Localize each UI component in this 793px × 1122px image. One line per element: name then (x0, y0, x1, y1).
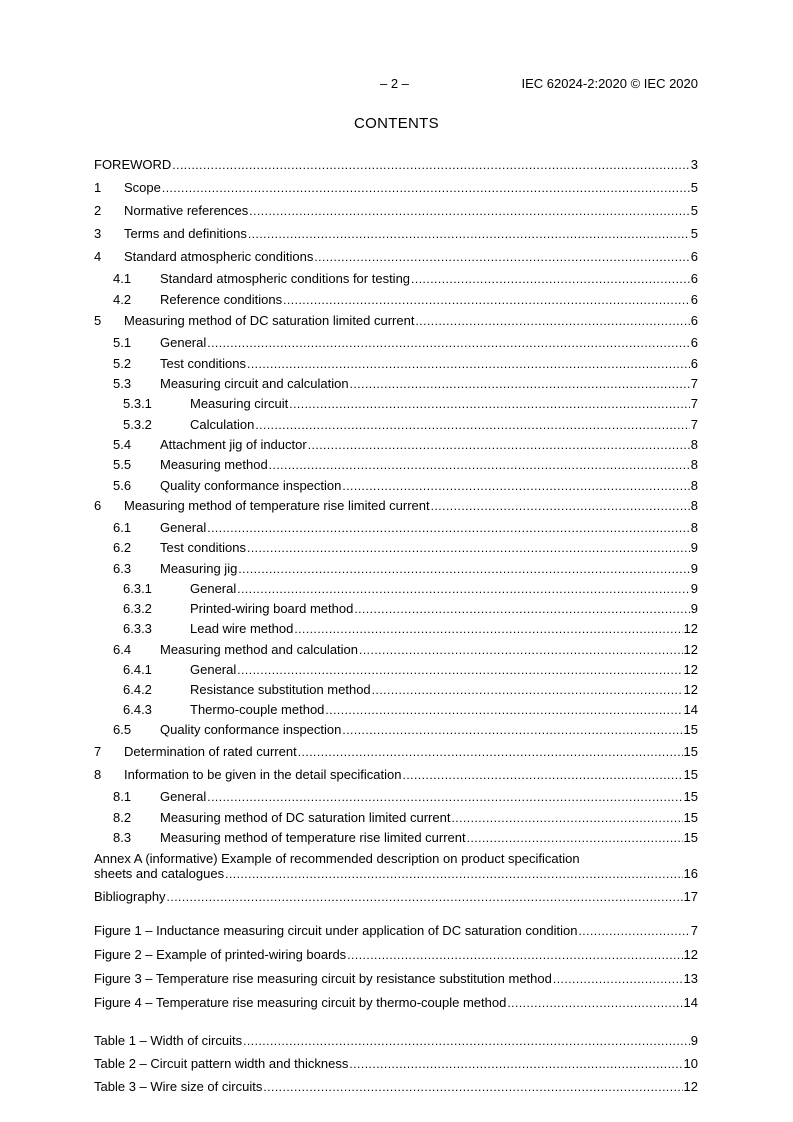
table-of-contents (94, 157, 698, 1095)
toc-entry[interactable] (94, 561, 698, 577)
leader-dots (172, 158, 689, 173)
toc-entry[interactable] (94, 437, 698, 453)
page-ref: 6 (690, 249, 698, 264)
section-number: 6 (94, 498, 102, 513)
figure-entry[interactable] (94, 971, 698, 987)
leader-dots (255, 418, 689, 433)
annex-title-line2-row (94, 866, 698, 882)
entry-title: Test conditions (160, 356, 246, 371)
page-ref: 6 (690, 356, 698, 371)
entry-title: Printed-wiring board method (190, 601, 354, 616)
section-number: 5.3 (113, 376, 132, 391)
document-reference: IEC 62024-2:2020 © IEC 2020 (521, 76, 698, 91)
section-number: 8.3 (113, 830, 132, 845)
toc-entry[interactable] (94, 313, 698, 329)
leader-dots (269, 458, 690, 473)
page-ref: 8 (690, 437, 698, 452)
entry-title: Measuring method and calculation (160, 642, 359, 657)
section-number: 5.1 (113, 335, 132, 350)
bibliography-page: 17 (683, 889, 698, 904)
leader-dots (350, 377, 690, 392)
page-ref: 7 (690, 396, 698, 411)
section-number: 1 (94, 180, 102, 195)
page-ref: 9 (690, 1033, 698, 1048)
page-ref: 9 (690, 540, 698, 555)
entry-title: Quality conformance inspection (160, 722, 342, 737)
entry-title: Normative references (124, 203, 249, 218)
entry-title: Measuring method of DC saturation limited current (124, 313, 415, 328)
page-ref: 9 (690, 601, 698, 616)
entry-title: Table 2 – Circuit pattern width and thickness (94, 1056, 349, 1071)
entry-title: FOREWORD (94, 157, 172, 172)
section-number: 4.2 (113, 292, 132, 307)
section-number: 6.1 (113, 520, 132, 535)
leader-dots (553, 972, 683, 987)
section-number: 6.3.2 (123, 601, 152, 616)
leader-dots (207, 521, 690, 536)
page-number: – 2 – (380, 76, 409, 91)
section-number: 6.5 (113, 722, 132, 737)
leader-dots (263, 1080, 682, 1095)
section-number: 5.3.2 (123, 417, 152, 432)
entry-title: Thermo-couple method (190, 702, 325, 717)
table-entry[interactable] (94, 1056, 698, 1072)
entry-title: General (190, 581, 237, 596)
toc-entry[interactable] (94, 642, 698, 658)
leader-dots (507, 996, 682, 1011)
entry-title: Figure 1 – Inductance measuring circuit under application of DC saturation condition (94, 923, 578, 938)
entry-title: Figure 4 – Temperature rise measuring circuit by thermo-couple method (94, 995, 507, 1010)
toc-entry[interactable] (94, 292, 698, 308)
page-ref: 8 (690, 478, 698, 493)
page-ref: 9 (690, 581, 698, 596)
page-ref: 15 (683, 789, 698, 804)
page-ref: 7 (690, 417, 698, 432)
leader-dots (372, 683, 683, 698)
list-of-tables (94, 1033, 698, 1095)
page-ref: 6 (690, 313, 698, 328)
entry-title: Measuring method (160, 457, 268, 472)
page-ref: 12 (683, 682, 698, 697)
leader-dots (342, 723, 682, 738)
page-ref: 6 (690, 335, 698, 350)
toc-entry[interactable] (94, 457, 698, 473)
section-number: 6.4 (113, 642, 132, 657)
toc-entry[interactable] (94, 830, 698, 846)
leader-dots (325, 703, 682, 718)
toc-entry[interactable] (94, 520, 698, 536)
figure-entry[interactable] (94, 923, 698, 939)
toc-entry[interactable] (94, 249, 698, 265)
leader-dots (349, 1057, 682, 1072)
page-ref: 12 (683, 947, 698, 962)
page-ref: 3 (690, 157, 698, 172)
list-of-figures (94, 923, 698, 1011)
section-number: 6.3.3 (123, 621, 152, 636)
entry-title: Test conditions (160, 540, 246, 555)
section-number: 5.3.1 (123, 396, 152, 411)
toc-entry[interactable] (94, 417, 698, 433)
toc-entry[interactable] (94, 702, 698, 718)
toc-entry-bibliography[interactable] (94, 889, 698, 905)
entry-title: Measuring method of DC saturation limited current (160, 810, 451, 825)
leader-dots (243, 1034, 690, 1049)
page-ref: 14 (683, 702, 698, 717)
toc-entry[interactable] (94, 396, 698, 412)
section-number: 4 (94, 249, 102, 264)
figure-entry[interactable] (94, 947, 698, 963)
entry-title: Standard atmospheric conditions for testing (160, 271, 411, 286)
section-number: 6.4.2 (123, 682, 152, 697)
annex-title-line1: Annex A (informative) Example of recommended description on product specification (94, 851, 580, 866)
toc-entry-annex-a[interactable] (94, 851, 698, 882)
toc-entry[interactable] (94, 722, 698, 738)
page-ref: 15 (683, 744, 698, 759)
toc-entry[interactable] (94, 662, 698, 678)
page-ref: 15 (683, 830, 698, 845)
page-ref: 7 (690, 923, 698, 938)
leader-dots (238, 562, 689, 577)
section-number: 6.4.3 (123, 702, 152, 717)
toc-entry[interactable] (94, 540, 698, 556)
table-entry[interactable] (94, 1033, 698, 1049)
section-number: 6.3.1 (123, 581, 152, 596)
page-ref: 6 (690, 292, 698, 307)
leader-dots (578, 924, 689, 939)
leader-dots (347, 948, 682, 963)
leader-dots (342, 479, 689, 494)
toc-entry[interactable] (94, 810, 698, 826)
toc-entry[interactable] (94, 767, 698, 783)
entry-title: Determination of rated current (124, 744, 297, 759)
leader-dots (354, 602, 689, 617)
page-ref: 12 (683, 642, 698, 657)
leader-dots (314, 250, 689, 265)
toc-entry[interactable] (94, 376, 698, 392)
section-number: 5.4 (113, 437, 132, 452)
contents-title: CONTENTS (354, 115, 439, 132)
toc-entry[interactable] (94, 478, 698, 494)
toc-entry[interactable] (94, 226, 698, 242)
section-number: 2 (94, 203, 102, 218)
entry-title: Quality conformance inspection (160, 478, 342, 493)
page-ref: 15 (683, 810, 698, 825)
toc-entry[interactable] (94, 271, 698, 287)
section-number: 8.2 (113, 810, 132, 825)
page-ref: 5 (690, 203, 698, 218)
section-number: 5.6 (113, 478, 132, 493)
page-ref: 9 (690, 561, 698, 576)
leader-dots (247, 541, 690, 556)
leader-dots (237, 582, 690, 597)
page-ref: 5 (690, 226, 698, 241)
leader-dots (283, 293, 690, 308)
leader-dots (359, 643, 683, 658)
entry-title: Attachment jig of inductor (160, 437, 307, 452)
page-ref: 12 (683, 662, 698, 677)
leader-dots (403, 768, 683, 783)
toc-entries (94, 157, 698, 846)
section-number: 5 (94, 313, 102, 328)
page-ref: 8 (690, 457, 698, 472)
section-number: 5.2 (113, 356, 132, 371)
section-number: 3 (94, 226, 102, 241)
entry-title: General (160, 789, 207, 804)
entry-title: Scope (124, 180, 161, 195)
page-ref: 12 (683, 621, 698, 636)
leader-dots (167, 890, 683, 905)
entry-title: General (160, 335, 207, 350)
leader-dots (289, 397, 690, 412)
toc-entry[interactable] (94, 601, 698, 617)
toc-entry[interactable] (94, 157, 698, 173)
leader-dots (415, 314, 689, 329)
page-ref: 8 (690, 498, 698, 513)
toc-entry[interactable] (94, 581, 698, 597)
entry-title: Resistance substitution method (190, 682, 371, 697)
page-ref: 10 (683, 1056, 698, 1071)
entry-title: Measuring jig (160, 561, 238, 576)
entry-title: Reference conditions (160, 292, 283, 307)
page-ref: 5 (690, 180, 698, 195)
page-ref: 15 (683, 767, 698, 782)
leader-dots (451, 811, 682, 826)
toc-entry[interactable] (94, 621, 698, 637)
entry-title: Measuring method of temperature rise limited current (160, 830, 466, 845)
entry-title: Measuring circuit and calculation (160, 376, 349, 391)
table-entry[interactable] (94, 1079, 698, 1095)
entry-title: General (190, 662, 237, 677)
leader-dots (467, 831, 683, 846)
leader-dots (237, 663, 682, 678)
entry-title: Measuring circuit (190, 396, 289, 411)
entry-title: General (160, 520, 207, 535)
leader-dots (431, 499, 690, 514)
entry-title: Table 1 – Width of circuits (94, 1033, 243, 1048)
leader-dots (249, 204, 689, 219)
toc-entry[interactable] (94, 498, 698, 514)
bibliography-title: Bibliography (94, 889, 166, 904)
section-number: 6.3 (113, 561, 132, 576)
annex-page: 16 (683, 866, 698, 881)
page-ref: 7 (690, 376, 698, 391)
section-number: 4.1 (113, 271, 132, 286)
section-number: 6.4.1 (123, 662, 152, 677)
entry-title: Calculation (190, 417, 255, 432)
page-ref: 8 (690, 520, 698, 535)
leader-dots (207, 790, 682, 805)
leader-dots (294, 622, 682, 637)
page-ref: 14 (683, 995, 698, 1010)
leader-dots (207, 336, 690, 351)
annex-title-line2: sheets and catalogues (94, 866, 225, 881)
entry-title: Figure 2 – Example of printed-wiring boards (94, 947, 347, 962)
toc-entry[interactable] (94, 335, 698, 351)
section-number: 7 (94, 744, 102, 759)
toc-entry[interactable] (94, 682, 698, 698)
page-ref: 13 (683, 971, 698, 986)
leader-dots (411, 272, 690, 287)
leader-dots (225, 867, 682, 882)
section-number: 6.2 (113, 540, 132, 555)
page-ref: 6 (690, 271, 698, 286)
section-number: 8 (94, 767, 102, 782)
toc-entry[interactable] (94, 356, 698, 372)
section-number: 5.5 (113, 457, 132, 472)
entry-title: Lead wire method (190, 621, 294, 636)
toc-entry[interactable] (94, 180, 698, 196)
entry-title: Standard atmospheric conditions (124, 249, 314, 264)
entry-title: Measuring method of temperature rise limited current (124, 498, 430, 513)
leader-dots (247, 357, 690, 372)
entry-title: Table 3 – Wire size of circuits (94, 1079, 263, 1094)
toc-entry[interactable] (94, 789, 698, 805)
section-number: 8.1 (113, 789, 132, 804)
entry-title: Figure 3 – Temperature rise measuring circuit by resistance substitution method (94, 971, 552, 986)
figure-entry[interactable] (94, 995, 698, 1011)
entry-title: Information to be given in the detail specification (124, 767, 402, 782)
leader-dots (248, 227, 690, 242)
entry-title: Terms and definitions (124, 226, 247, 241)
toc-entry[interactable] (94, 203, 698, 219)
page-ref: 12 (683, 1079, 698, 1094)
leader-dots (308, 438, 690, 453)
toc-entry[interactable] (94, 744, 698, 760)
leader-dots (162, 181, 690, 196)
leader-dots (298, 745, 683, 760)
page-ref: 15 (683, 722, 698, 737)
